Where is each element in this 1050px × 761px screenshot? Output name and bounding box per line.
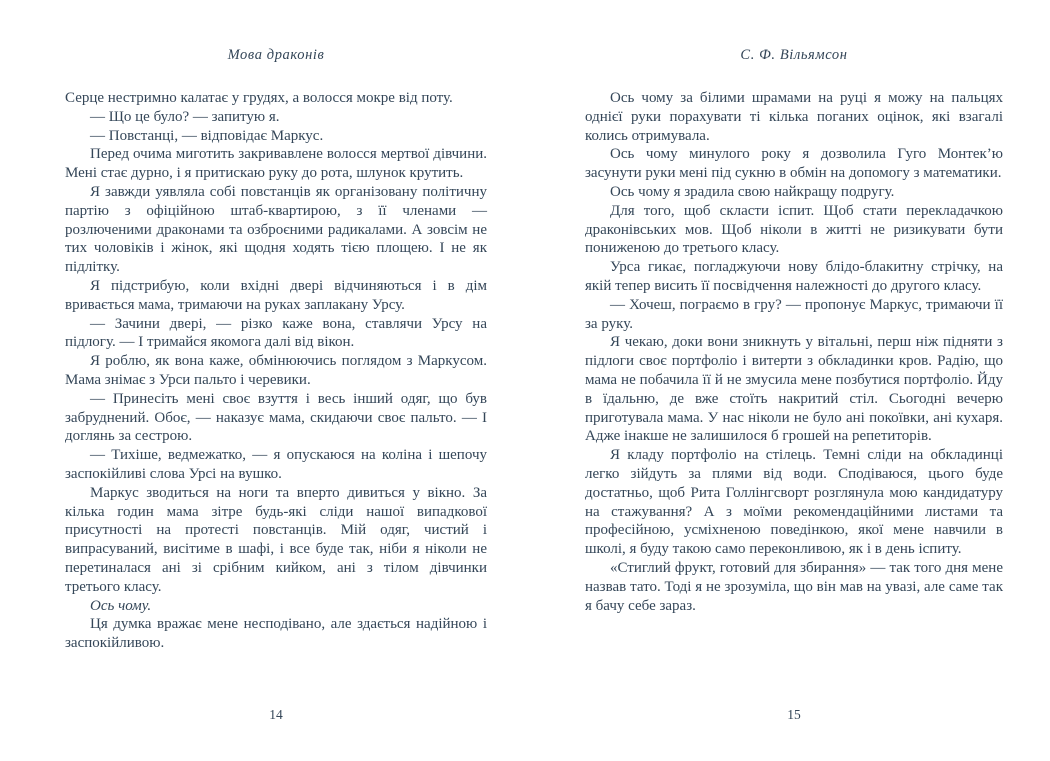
paragraph: — Тихіше, ведмежатко, — я опускаюся на коліна і шепочу заспокійливі слова Урсі на вушко. bbox=[65, 447, 487, 482]
paragraph: Я завжди уявляла собі повстанців як організовану політичну партію з офіційною штаб-квартирою, з її членами — розлюченими драконами та озброєними радикалами. А зовсім не тих чоловіків і жінок, які щодня ходять тією площею. І не як підлітку. bbox=[65, 183, 487, 276]
right-page-text bbox=[585, 89, 1003, 615]
paragraph: Перед очима миготить закривавлене волосся мертвої дівчини. Мені стає дурно, і я притискаю руку до рота, шлунок крутить. bbox=[65, 146, 487, 182]
paragraph: — Зачини двері, — різко каже вона, ставлячи Урсу на підлогу. — І тримайся якомога далі від вікон. bbox=[65, 315, 487, 351]
paragraph: Ця думка вражає мене несподівано, але здається надійною і заспокійливою. bbox=[65, 616, 487, 652]
paragraph: Я підстрибую, коли вхідні двері відчиняються і в дім вривається мама, тримаючи на руках заплакану Урсу. bbox=[65, 277, 487, 313]
right-page-running-header: С. Ф. Вільямсон bbox=[740, 47, 848, 63]
paragraph: Урса гикає, погладжуючи нову блідо-блакитну стрічку, на якій тепер висить її посвідчення належності до другого класу. bbox=[585, 259, 1003, 294]
paragraph: Для того, щоб скласти іспит. Щоб стати перекладачкою драконівських мов. Щоб ніколи в житті не ризикувати бути пониженою до третього класу. bbox=[585, 202, 1003, 257]
paragraph: Ось чому за білими шрамами на руці я можу на пальцях однієї руки порахувати ті кілька поганих оцінок, які взагалі колись отримувала. bbox=[585, 90, 1003, 144]
paragraph: — Повстанці, — відповідає Маркус. bbox=[90, 127, 324, 144]
paragraph: — Хочеш, пограємо в гру? — пропонує Маркус, тримаючи її за руку. bbox=[585, 296, 1003, 332]
left-page-text bbox=[65, 89, 487, 653]
paragraph: — Принесіть мені своє взуття і весь інший одяг, що був забруднений. Обоє, — наказує мама, скидаючи своє пальто. — І доглянь за сестрою. bbox=[65, 390, 487, 445]
right-page-number: 15 bbox=[787, 707, 801, 722]
paragraph: «Стиглий фрукт, готовий для збирання» — так того дня мене назвав тато. Тоді я не зрозуміла, що він мав на увазі, але саме так я бачу себе зараз. bbox=[585, 559, 1003, 614]
paragraph: Я чекаю, доки вони зникнуть у вітальні, перш ніж підняти з підлоги своє портфоліо і витерти з обкладинки кров. Радію, що мама не побачила її й не змусила мене позбутися портфоліо. Йду в їдальню, де вже стоїть накритий стіл. Сьогодні вечерю приготувала мама. У нас ніколи не було ані покоївки, ані кухаря. Адже інакше не залишилося б грошей на репетиторів. bbox=[585, 334, 1003, 445]
paragraph: Я роблю, як вона каже, обмінюючись поглядом з Маркусом. Мама знімає з Урси пальто і черевики. bbox=[65, 353, 487, 388]
paragraph: — Що це було? — запитую я. bbox=[90, 108, 280, 125]
paragraph: Маркус зводиться на ноги та вперто дивиться у вікно. За кілька годин мама зітре будь-які сліди нашої випадкової присутності на протесті повстанців. Мій одяг, чистий і випрасуваний, висітиме в шафі, і все буде так, ніби я ніколи не перетиналася ані зі срібним кийком, ані з тілом дівчинки третього класу. bbox=[65, 484, 487, 595]
paragraph: Ось чому. bbox=[90, 597, 152, 614]
paragraph: Я кладу портфоліо на стілець. Темні сліди на обкладинці легко зійдуть за плями від води. Сподіваюся, цього буде достатньо, щоб Рита Голлінгсворт розглянула мою кандидатуру на стажування? А з моїми рекомендаційними листами та професійною, усміхненою поведінкою, якої мене навчили в школі, я буду такою само переконливою, як і в день іспиту. bbox=[585, 447, 1003, 558]
paragraph: Серце нестримно калатає у грудях, а волосся мокре від поту. bbox=[65, 90, 453, 106]
paragraph: Ось чому я зрадила свою найкращу подругу. bbox=[610, 183, 895, 200]
paragraph: Ось чому минулого року я дозволила Гуго Монтек’ю засунути руки мені під сукню в обмін на допомогу з математики. bbox=[585, 146, 1003, 182]
left-page-number: 14 bbox=[269, 707, 283, 722]
left-page-running-header: Мова драконів bbox=[227, 47, 325, 63]
